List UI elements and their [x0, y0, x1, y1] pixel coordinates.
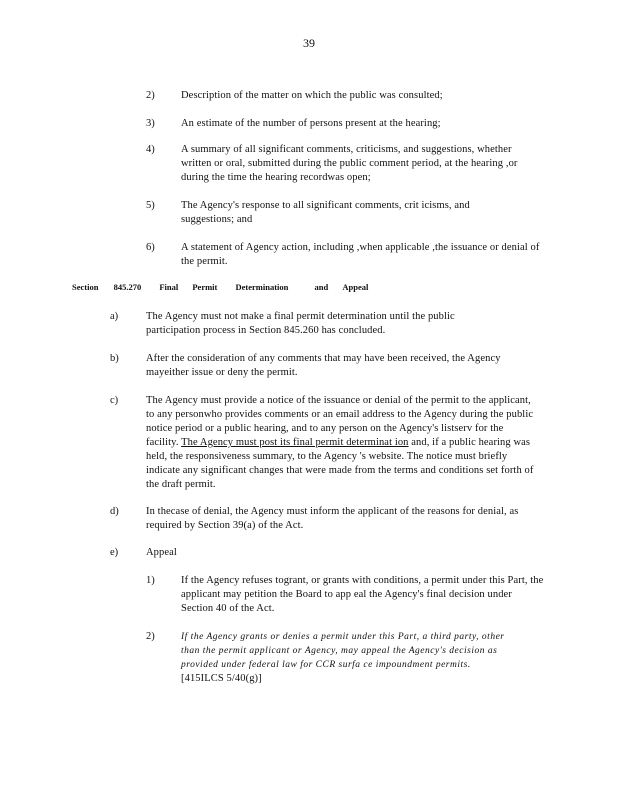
item-text: If the Agency refuses togrant, or grants with conditions, a permit under this Part, the applicant may petition the Board to app eal the Agency's final decision under Section 40 of the Act. — [181, 575, 544, 614]
subsection-text: After the consideration of any comments that may have been received, the Agency mayeither issue or deny the permit. — [146, 353, 501, 378]
section-label: Section — [72, 282, 99, 292]
subsection-text-underlined: The Agency must post its final permit determinat ion — [181, 437, 409, 448]
subsection-text-part: and, if a public hearing was held, the responsiveness summary, to the Agency 's website. The notice must briefly indicate any significant changes that were made from the terms and conditions set forth of the draft permit. — [146, 437, 534, 490]
statutory-italic-text: If the Agency grants or denies a permit under this Part, a third party, other than the permit applicant or Agency, may appeal the Agency's decision as provided under federal law for CCR surfa ce impoundment permits. — [181, 632, 505, 670]
item-number: 4) — [146, 144, 155, 155]
item-number: 1) — [146, 575, 155, 586]
item-text: Description of the matter on which the public was consulted; — [181, 90, 443, 101]
section-heading — [72, 282, 368, 292]
page-number: 39 — [303, 36, 315, 50]
item-text: A statement of Agency action, including ,when applicable ,the issuance or denial of the permit. — [181, 242, 540, 267]
section-title-word: Appeal — [342, 282, 369, 292]
section-number: 845.270 — [113, 282, 142, 292]
item-text: A summary of all significant comments, criticisms, and suggestions, whether written or oral, submitted during the public comment period, at the hearing ,or during the time the hearing recordwas open; — [181, 144, 518, 183]
section-title-word: Determination — [235, 282, 289, 292]
subsection-text — [146, 394, 538, 492]
subsection-letter: d) — [110, 506, 119, 517]
item-number: 2) — [146, 631, 155, 642]
item-number: 3) — [146, 118, 155, 129]
subsection-text: In thecase of denial, the Agency must inform the applicant of the reasons for denial, as required by Section 39(a) of the Act. — [146, 506, 519, 531]
citation: [415ILCS 5/40(g)] — [181, 673, 262, 684]
subsection-letter: a) — [110, 311, 119, 322]
subsection-letter: b) — [110, 353, 119, 364]
item-number: 2) — [146, 90, 155, 101]
item-text: The Agency's response to all significant comments, crit icisms, and suggestions; and — [181, 200, 470, 225]
subsection-letter: e) — [110, 547, 119, 558]
subsection-text-part: The Agency must provide a notice of the issuance or denial of the permit to the applicant, to any personwho provides comments or an email address to the Agency during the public notice period or a public hearing, and to any person on the Agency's listserv for the facility. — [146, 395, 534, 448]
section-title-word: and — [314, 282, 329, 292]
item-number: 6) — [146, 242, 155, 253]
subsection-text: The Agency must not make a final permit determination until the public participation process in Section 845.260 has concluded. — [146, 311, 455, 336]
subsection-letter: c) — [110, 395, 119, 406]
section-title-word: Final — [159, 282, 179, 292]
subsection-text: Appeal — [146, 547, 177, 558]
item-number: 5) — [146, 200, 155, 211]
item-text: An estimate of the number of persons present at the hearing; — [181, 118, 441, 129]
item-text — [181, 630, 516, 686]
section-title-word: Permit — [192, 282, 218, 292]
